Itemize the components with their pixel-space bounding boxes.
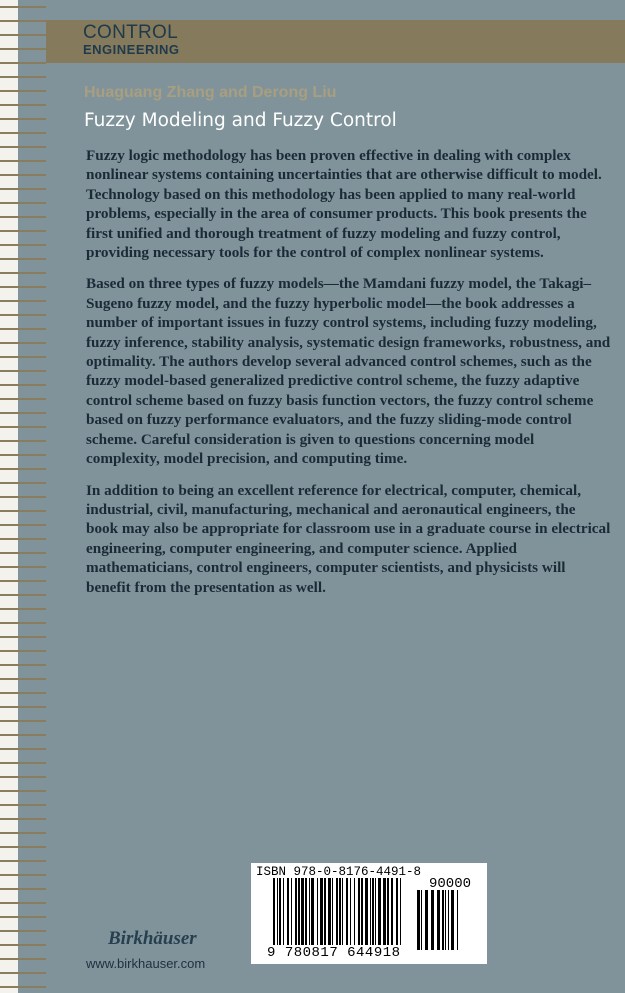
spiral-rings	[0, 0, 46, 993]
barcode-bar	[361, 878, 363, 945]
barcode-bar	[417, 890, 420, 950]
isbn-text: ISBN 978-0-8176-4491-8	[256, 865, 422, 879]
barcode-bar	[358, 878, 360, 945]
barcode-bar	[396, 878, 398, 945]
isbn-barcode	[251, 863, 487, 964]
barcode-bar	[291, 878, 292, 945]
publisher-url: www.birkhauser.com	[86, 956, 206, 971]
series-name: CONTROL	[83, 22, 178, 43]
ean-first-digit: 9	[267, 945, 276, 961]
barcode-bar	[317, 878, 318, 945]
blurb	[86, 146, 611, 609]
barcode-bar	[283, 878, 284, 945]
barcode-bar	[279, 878, 281, 945]
barcode-bar	[383, 878, 386, 945]
barcode-bar	[332, 878, 333, 945]
barcode-bar	[431, 890, 434, 950]
blurb-paragraph: Based on three types of fuzzy models—the Mamdani fuzzy model, the Takagi–Sugeno fuzzy model, and the fuzzy hyperbolic model—the book addresses a number of important issues in fuzzy control systems, including fuzzy modeling, fuzzy inference, stability analysis, systematic design frameworks, robustness, and optimality. The authors develop several advanced control schemes, such as the fuzzy model-based generalized predictive control scheme, the fuzzy adaptive control scheme based on fuzzy basis function vectors, the fuzzy control scheme based on fuzzy performance evaluators, and the fuzzy sliding-mode control scheme. Careful consideration is given to questions concerning model complexity, model precision, and computing time.	[86, 275, 611, 468]
barcode-bar	[421, 890, 422, 950]
barcode-bar	[305, 878, 307, 945]
barcode-bar	[457, 890, 458, 950]
barcode-bar	[445, 890, 446, 950]
barcode-bar	[311, 878, 314, 945]
barcode-bar	[378, 878, 381, 945]
blurb-paragraph: Fuzzy logic methodology has been proven effective in dealing with complex nonlinear systems containing uncertainties that are otherwise difficult to model. Technology based on this methodology has been applied to many real-world problems, especially in the area of consumer products. This book presents the first unified and thorough treatment of fuzzy modeling and fuzzy control, providing necessary tools for the control of complex nonlinear systems.	[86, 147, 602, 262]
price-code: 90000	[429, 876, 472, 892]
barcode-bar	[287, 878, 289, 945]
barcode-bar	[370, 878, 371, 945]
barcode-bar	[298, 878, 300, 945]
barcode-bar	[273, 878, 275, 945]
barcode-bar	[320, 878, 323, 945]
blurb-paragraph: In addition to being an excellent reference for electrical, computer, chemical, industrial, civil, manufacturing, mechanical and aeronautical engineers, the book may also be appropriate for classroom use in a graduate course in electrical engineering, computer engineering, and computer science. Applied mathematicians, control engineers, computer scientists, and physicists will benefit from the presentation as well.	[86, 481, 611, 596]
barcode-bar	[400, 878, 401, 945]
barcode-bar	[448, 890, 449, 950]
barcode-bar	[339, 878, 341, 945]
barcode-bar	[342, 878, 343, 945]
barcode-bar	[375, 878, 376, 945]
series-subname: ENGINEERING	[83, 42, 180, 57]
barcode-bar	[387, 878, 389, 945]
barcode-bar	[336, 878, 338, 945]
authors: Huaguang Zhang and Derong Liu	[84, 84, 337, 101]
barcode-bar	[350, 878, 351, 945]
barcode-bar	[391, 878, 393, 945]
barcode-bar	[328, 878, 331, 945]
barcode-bar	[295, 878, 297, 945]
barcode-bar	[277, 878, 278, 945]
ean-digits	[267, 945, 401, 961]
barcode-bar	[346, 878, 348, 945]
barcode-bar	[309, 878, 310, 945]
barcode-bar	[365, 878, 368, 945]
barcode-bar	[442, 890, 444, 950]
barcode-bar	[437, 890, 440, 950]
barcode-bar	[425, 890, 428, 950]
barcode-bar	[372, 878, 374, 945]
barcode-bar	[354, 878, 355, 945]
barcode-bar	[324, 878, 326, 945]
book-title: Fuzzy Modeling and Fuzzy Control	[84, 110, 397, 131]
barcode-bar	[301, 878, 304, 945]
barcode-bar	[451, 890, 454, 950]
ean-rest-digits: 780817 644918	[284, 945, 401, 961]
publisher-logo: Birkhäuser	[108, 928, 197, 949]
